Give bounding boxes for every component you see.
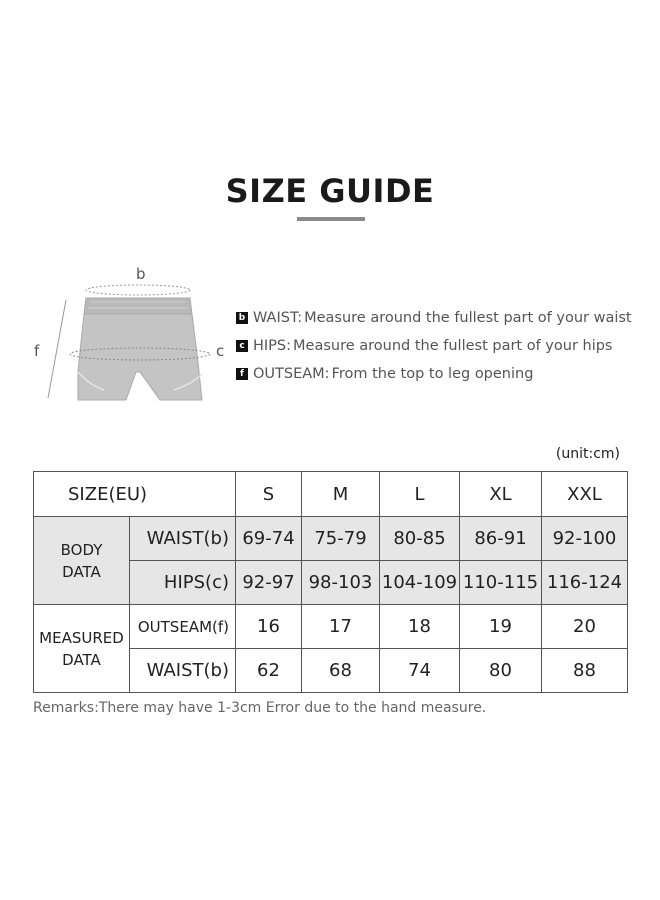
table-cell: 116-124	[542, 561, 628, 605]
table-cell: 18	[380, 605, 460, 649]
table-cell: 20	[542, 605, 628, 649]
table-header-row	[34, 472, 628, 517]
group-label-body-data	[34, 517, 130, 605]
table-cell: 104-109	[380, 561, 460, 605]
size-header: M	[302, 472, 380, 517]
table-cell: 17	[302, 605, 380, 649]
size-header: S	[236, 472, 302, 517]
row-label: OUTSEAM(f)	[130, 605, 236, 649]
shorts-illustration	[28, 262, 238, 412]
legend-desc: From the top to leg opening	[331, 366, 534, 382]
legend-key: WAIST:	[253, 310, 303, 326]
table-cell: 75-79	[302, 517, 380, 561]
legend-desc: Measure around the fullest part of your hips	[293, 338, 613, 354]
legend-key: OUTSEAM:	[253, 366, 330, 382]
table-cell: 16	[236, 605, 302, 649]
size-table	[33, 471, 628, 693]
diagram-label-f: f	[34, 342, 40, 360]
legend-item-hips	[236, 332, 632, 360]
title-underline	[297, 217, 365, 221]
shorts-diagram	[28, 262, 238, 412]
table-cell: 88	[542, 649, 628, 693]
table-cell: 110-115	[460, 561, 542, 605]
group-label-measured-data	[34, 605, 130, 693]
legend-item-waist	[236, 304, 632, 332]
row-label: HIPS(c)	[130, 561, 236, 605]
diagram-label-b: b	[136, 265, 146, 283]
size-header: XL	[460, 472, 542, 517]
measurement-legend	[236, 304, 632, 388]
table-cell: 69-74	[236, 517, 302, 561]
legend-item-outseam	[236, 360, 632, 388]
page-title: SIZE GUIDE	[225, 172, 435, 210]
row-label: WAIST(b)	[130, 517, 236, 561]
badge-b-icon: b	[236, 312, 248, 324]
diagram-label-c: c	[216, 342, 225, 360]
group-label-line: DATA	[62, 562, 101, 581]
table-cell: 74	[380, 649, 460, 693]
badge-c-icon: c	[236, 340, 248, 352]
legend-key: HIPS:	[253, 338, 292, 354]
table-cell: 86-91	[460, 517, 542, 561]
size-header: L	[380, 472, 460, 517]
legend-desc: Measure around the fullest part of your waist	[304, 310, 632, 326]
table-cell: 80	[460, 649, 542, 693]
size-column-header: SIZE(EU)	[34, 472, 236, 517]
group-label-line: BODY	[60, 540, 103, 559]
unit-label: (unit:cm)	[555, 446, 620, 462]
badge-f-icon: f	[236, 368, 248, 380]
table-cell: 92-100	[542, 517, 628, 561]
table-cell: 98-103	[302, 561, 380, 605]
table-cell: 92-97	[236, 561, 302, 605]
table-row	[34, 517, 628, 561]
size-header: XXL	[542, 472, 628, 517]
group-label-line: MEASURED	[39, 628, 124, 647]
table-cell: 80-85	[380, 517, 460, 561]
table-row	[34, 605, 628, 649]
remarks-text: Remarks:There may have 1-3cm Error due to the hand measure.	[33, 700, 487, 716]
group-label-line: DATA	[62, 650, 101, 669]
row-label: WAIST(b)	[130, 649, 236, 693]
table-cell: 19	[460, 605, 542, 649]
table-cell: 68	[302, 649, 380, 693]
table-cell: 62	[236, 649, 302, 693]
